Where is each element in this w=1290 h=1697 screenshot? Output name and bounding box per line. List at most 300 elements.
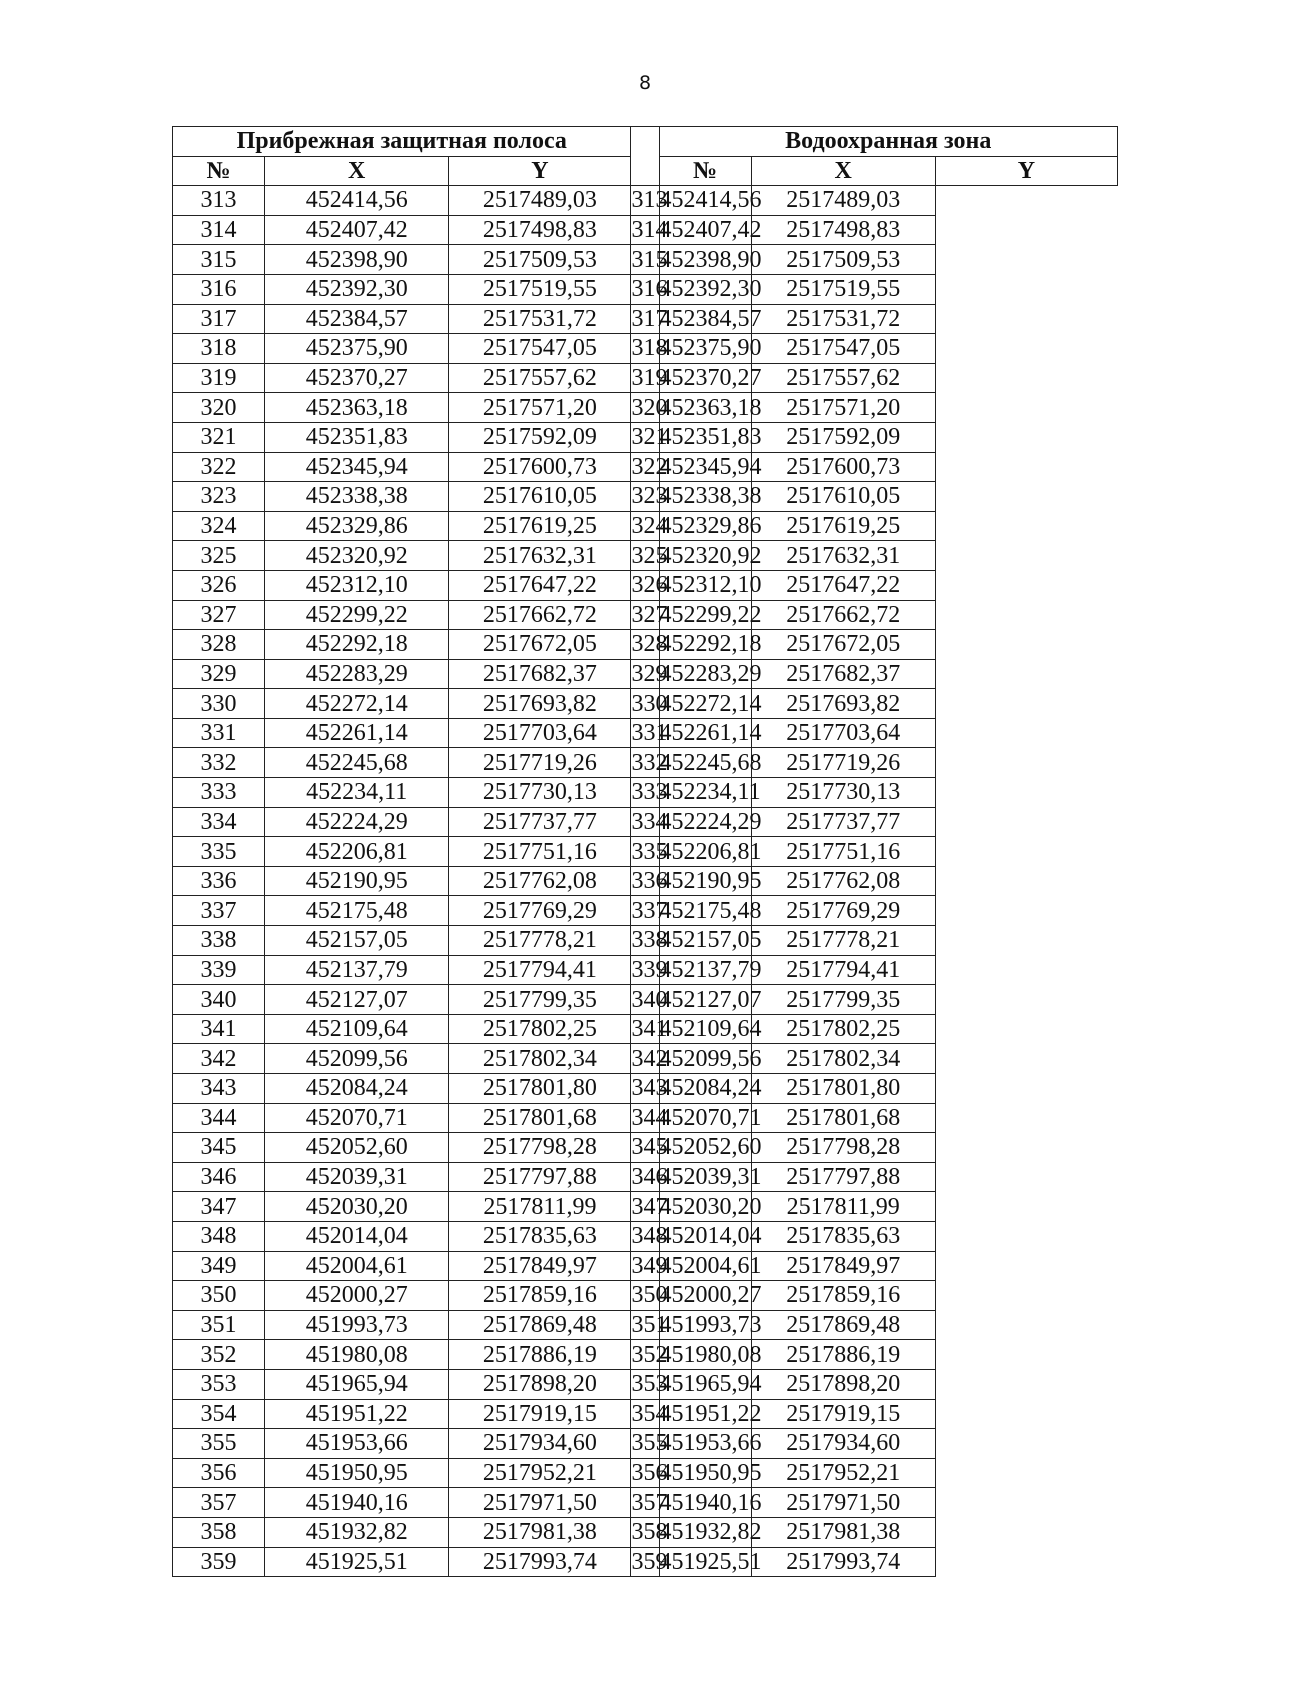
point-number: 326 (631, 572, 668, 599)
point-number: 328 (173, 630, 265, 660)
point-number: 337 (631, 897, 668, 924)
table-row (173, 1488, 1118, 1518)
point-number: 313 (173, 186, 265, 216)
coord-y: 2517682,37 (751, 659, 935, 689)
coord-x: 452283,29 (265, 659, 449, 689)
coord-y: 2517981,38 (751, 1517, 935, 1547)
point-number: 359 (631, 1548, 668, 1575)
table-row (173, 1221, 1118, 1251)
point-number: 347 (631, 1193, 668, 1220)
coord-x: 452345,94 (265, 452, 449, 482)
point-number: 329 (631, 660, 668, 687)
coord-x: 452299,22 (265, 600, 449, 630)
point-number: 349 (631, 1252, 668, 1279)
coord-x: 452292,18 (659, 631, 762, 658)
coord-x: 452190,95 (659, 868, 762, 895)
coord-y: 2517802,25 (751, 1014, 935, 1044)
coord-x: 452070,71 (659, 1104, 762, 1131)
coord-y: 2517849,97 (751, 1251, 935, 1281)
coord-y: 2517498,83 (751, 215, 935, 245)
coord-x: 452351,83 (265, 422, 449, 452)
coord-y: 2517571,20 (449, 393, 631, 423)
coord-x: 452261,14 (265, 718, 449, 748)
table-row (173, 274, 1118, 304)
coord-x: 452030,20 (265, 1192, 449, 1222)
coord-y: 2517919,15 (751, 1399, 935, 1429)
coord-y: 2517797,88 (751, 1162, 935, 1192)
coord-y: 2517993,74 (751, 1547, 935, 1577)
coord-y: 2517672,05 (449, 630, 631, 660)
y-header: Y (449, 156, 631, 186)
point-number: 318 (173, 334, 265, 364)
coord-x: 452329,86 (265, 511, 449, 541)
table-row (173, 600, 1118, 630)
point-number: 318 (631, 335, 668, 362)
point-number: 336 (631, 868, 668, 895)
point-number: 325 (631, 542, 668, 569)
table-row (173, 363, 1118, 393)
coord-y: 2517797,88 (449, 1162, 631, 1192)
coord-y: 2517531,72 (751, 304, 935, 334)
coord-x: 452392,30 (265, 274, 449, 304)
table-row (173, 1310, 1118, 1340)
point-number: 337 (173, 896, 265, 926)
point-number: 331 (631, 720, 668, 747)
point-number: 327 (173, 600, 265, 630)
table-row (173, 1547, 1118, 1577)
coord-x: 452320,92 (265, 541, 449, 571)
coord-y: 2517751,16 (449, 837, 631, 867)
coord-x: 452272,14 (659, 690, 762, 717)
table-row (173, 807, 1118, 837)
point-number: 327 (631, 601, 668, 628)
section-header-row (173, 127, 1118, 157)
point-number: 338 (173, 926, 265, 956)
coord-x: 451925,51 (659, 1548, 762, 1575)
point-number: 315 (631, 246, 668, 273)
point-number: 334 (631, 808, 668, 835)
point-number: 340 (631, 986, 668, 1013)
coord-x: 451951,22 (265, 1399, 449, 1429)
coord-y: 2517801,80 (449, 1074, 631, 1104)
point-number: 336 (173, 866, 265, 896)
coord-x: 452224,29 (659, 808, 762, 835)
coord-y: 2517557,62 (449, 363, 631, 393)
coord-x: 452206,81 (265, 837, 449, 867)
coord-x: 452338,38 (265, 482, 449, 512)
coord-y: 2517592,09 (751, 422, 935, 452)
x-header: X (751, 156, 935, 186)
point-number: 316 (631, 276, 668, 303)
coord-x: 452039,31 (265, 1162, 449, 1192)
coord-x: 451965,94 (659, 1371, 762, 1398)
point-number: 330 (173, 689, 265, 719)
coord-y: 2517993,74 (449, 1547, 631, 1577)
coord-y: 2517730,13 (449, 778, 631, 808)
table-row (173, 215, 1118, 245)
coord-y: 2517802,34 (751, 1044, 935, 1074)
coord-x: 452320,92 (659, 542, 762, 569)
coord-x: 451951,22 (659, 1400, 762, 1427)
coord-y: 2517693,82 (449, 689, 631, 719)
point-number: 359 (173, 1547, 265, 1577)
coord-x: 452312,10 (265, 570, 449, 600)
coord-x: 452299,22 (659, 601, 762, 628)
coord-y: 2517647,22 (449, 570, 631, 600)
coord-y: 2517778,21 (449, 926, 631, 956)
coord-y: 2517802,34 (449, 1044, 631, 1074)
coord-y: 2517835,63 (751, 1221, 935, 1251)
coord-y: 2517557,62 (751, 363, 935, 393)
table-row (173, 1251, 1118, 1281)
point-number: 358 (631, 1519, 668, 1546)
point-number: 321 (173, 422, 265, 452)
coord-y: 2517869,48 (751, 1310, 935, 1340)
table-row (173, 393, 1118, 423)
coord-y: 2517919,15 (449, 1399, 631, 1429)
coord-x: 452245,68 (265, 748, 449, 778)
table-row (173, 1340, 1118, 1370)
coord-y: 2517719,26 (449, 748, 631, 778)
coord-y: 2517547,05 (449, 334, 631, 364)
point-number: 344 (631, 1104, 668, 1131)
point-number: 347 (173, 1192, 265, 1222)
table-row (173, 985, 1118, 1015)
coord-y: 2517672,05 (751, 630, 935, 660)
table-row (173, 482, 1118, 512)
coord-x: 452206,81 (659, 838, 762, 865)
coord-y: 2517703,64 (751, 718, 935, 748)
coord-y: 2517632,31 (449, 541, 631, 571)
coord-y: 2517600,73 (751, 452, 935, 482)
point-number: 354 (173, 1399, 265, 1429)
table-row (173, 630, 1118, 660)
coord-x: 452127,07 (659, 986, 762, 1013)
point-number: 332 (631, 749, 668, 776)
table-row (173, 570, 1118, 600)
coord-y: 2517799,35 (751, 985, 935, 1015)
coord-y: 2517898,20 (449, 1369, 631, 1399)
coord-y: 2517798,28 (751, 1133, 935, 1163)
point-number: 354 (631, 1400, 668, 1427)
point-number: 317 (173, 304, 265, 334)
point-number: 356 (631, 1460, 668, 1487)
coord-y: 2517489,03 (449, 186, 631, 216)
table-row (173, 1074, 1118, 1104)
point-number: 344 (173, 1103, 265, 1133)
coord-y: 2517737,77 (449, 807, 631, 837)
coord-y: 2517801,80 (751, 1074, 935, 1104)
point-number: 320 (631, 394, 668, 421)
coordinates-table (172, 126, 1118, 1577)
table-row (173, 1399, 1118, 1429)
point-number: 325 (173, 541, 265, 571)
point-number: 341 (631, 1016, 668, 1043)
point-number: 330 (631, 690, 668, 717)
coord-x: 452312,10 (659, 572, 762, 599)
coord-x: 452084,24 (265, 1074, 449, 1104)
coord-y: 2517794,41 (449, 955, 631, 985)
coord-x: 452384,57 (265, 304, 449, 334)
coord-y: 2517802,25 (449, 1014, 631, 1044)
coord-y: 2517600,73 (449, 452, 631, 482)
coord-y: 2517811,99 (751, 1192, 935, 1222)
point-number: 342 (631, 1045, 668, 1072)
coord-x: 452175,48 (659, 897, 762, 924)
table-row (173, 541, 1118, 571)
coord-y: 2517898,20 (751, 1369, 935, 1399)
coord-x: 452109,64 (659, 1016, 762, 1043)
num-header: № (173, 156, 265, 186)
coord-y: 2517751,16 (751, 837, 935, 867)
coord-y: 2517737,77 (751, 807, 935, 837)
coord-y: 2517886,19 (751, 1340, 935, 1370)
coord-x: 452370,27 (265, 363, 449, 393)
point-number: 319 (631, 365, 668, 392)
coord-x: 452004,61 (265, 1251, 449, 1281)
table-body (173, 186, 1118, 1577)
coord-x: 452014,04 (659, 1223, 762, 1250)
coord-x: 452137,79 (659, 956, 762, 983)
point-number: 331 (173, 718, 265, 748)
point-number: 333 (631, 779, 668, 806)
point-number: 350 (631, 1282, 668, 1309)
coord-x: 452392,30 (659, 276, 762, 303)
coord-y: 2517835,63 (449, 1221, 631, 1251)
coord-y: 2517801,68 (449, 1103, 631, 1133)
coord-x: 452137,79 (265, 955, 449, 985)
point-number: 313 (631, 187, 668, 214)
point-number: 320 (173, 393, 265, 423)
coord-x: 451925,51 (265, 1547, 449, 1577)
table-row (173, 1281, 1118, 1311)
coord-x: 452004,61 (659, 1252, 762, 1279)
coord-y: 2517509,53 (751, 245, 935, 275)
coord-y: 2517934,60 (751, 1429, 935, 1459)
point-number: 323 (631, 483, 668, 510)
coord-y: 2517859,16 (449, 1281, 631, 1311)
point-number: 352 (173, 1340, 265, 1370)
coord-x: 451953,66 (265, 1429, 449, 1459)
coord-x: 452052,60 (659, 1134, 762, 1161)
coord-x: 451950,95 (265, 1458, 449, 1488)
point-number: 340 (173, 985, 265, 1015)
point-number: 321 (631, 424, 668, 451)
coord-x: 452363,18 (265, 393, 449, 423)
table-row (173, 334, 1118, 364)
coord-x: 452052,60 (265, 1133, 449, 1163)
coord-y: 2517682,37 (449, 659, 631, 689)
point-number: 343 (631, 1075, 668, 1102)
point-number: 326 (173, 570, 265, 600)
coord-x: 452407,42 (659, 217, 762, 244)
point-number: 353 (173, 1369, 265, 1399)
coord-y: 2517981,38 (449, 1517, 631, 1547)
coord-y: 2517632,31 (751, 541, 935, 571)
coord-x: 452414,56 (659, 187, 762, 214)
coord-y: 2517934,60 (449, 1429, 631, 1459)
point-number: 351 (631, 1312, 668, 1339)
coord-x: 451980,08 (265, 1340, 449, 1370)
point-number: 356 (173, 1458, 265, 1488)
coord-x: 452245,68 (659, 749, 762, 776)
coord-x: 452099,56 (265, 1044, 449, 1074)
page-number: 8 (638, 72, 652, 94)
coord-x: 452190,95 (265, 866, 449, 896)
point-number: 341 (173, 1014, 265, 1044)
table-row (173, 778, 1118, 808)
coord-y: 2517801,68 (751, 1103, 935, 1133)
coord-x: 452157,05 (265, 926, 449, 956)
table-row (173, 1517, 1118, 1547)
coord-x: 452370,27 (659, 365, 762, 392)
coord-x: 451980,08 (659, 1341, 762, 1368)
point-number: 323 (173, 482, 265, 512)
water-zone-title: Водоохранная зона (659, 127, 1118, 157)
coord-y: 2517519,55 (449, 274, 631, 304)
coord-x: 452329,86 (659, 513, 762, 540)
coord-x: 451953,66 (659, 1430, 762, 1457)
point-number: 324 (173, 511, 265, 541)
coord-y: 2517811,99 (449, 1192, 631, 1222)
coord-x: 452407,42 (265, 215, 449, 245)
point-number: 357 (173, 1488, 265, 1518)
table-row (173, 955, 1118, 985)
table-row (173, 926, 1118, 956)
table-row (173, 1369, 1118, 1399)
table-row (173, 1162, 1118, 1192)
table-row (173, 1458, 1118, 1488)
table-row (173, 837, 1118, 867)
coord-y: 2517592,09 (449, 422, 631, 452)
coord-y: 2517869,48 (449, 1310, 631, 1340)
point-number: 348 (631, 1223, 668, 1250)
coord-y: 2517509,53 (449, 245, 631, 275)
num-header: № (659, 156, 751, 186)
coord-x: 451932,82 (265, 1517, 449, 1547)
coord-x: 451993,73 (265, 1310, 449, 1340)
point-number: 316 (173, 274, 265, 304)
coord-y: 2517489,03 (751, 186, 935, 216)
coord-x: 451940,16 (265, 1488, 449, 1518)
point-number: 343 (173, 1074, 265, 1104)
coord-x: 452363,18 (659, 394, 762, 421)
table-row (173, 304, 1118, 334)
coord-y: 2517719,26 (751, 748, 935, 778)
coord-x: 452000,27 (265, 1281, 449, 1311)
coord-y: 2517619,25 (449, 511, 631, 541)
table-row (173, 659, 1118, 689)
table-gap (631, 127, 659, 186)
point-number: 353 (631, 1371, 668, 1398)
point-number: 345 (173, 1133, 265, 1163)
point-number: 335 (173, 837, 265, 867)
x-header: X (265, 156, 449, 186)
point-number: 334 (173, 807, 265, 837)
point-number: 314 (173, 215, 265, 245)
coord-y: 2517693,82 (751, 689, 935, 719)
table-row (173, 422, 1118, 452)
coord-x: 452127,07 (265, 985, 449, 1015)
coord-y: 2517886,19 (449, 1340, 631, 1370)
coord-x: 452261,14 (659, 720, 762, 747)
point-number: 355 (173, 1429, 265, 1459)
point-number: 350 (173, 1281, 265, 1311)
point-number: 349 (173, 1251, 265, 1281)
coord-y: 2517859,16 (751, 1281, 935, 1311)
point-number: 358 (173, 1517, 265, 1547)
coord-y: 2517498,83 (449, 215, 631, 245)
coord-y: 2517662,72 (449, 600, 631, 630)
coord-y: 2517769,29 (751, 896, 935, 926)
coord-x: 451950,95 (659, 1460, 762, 1487)
table-row (173, 718, 1118, 748)
coord-x: 452292,18 (265, 630, 449, 660)
coord-x: 452099,56 (659, 1045, 762, 1072)
point-number: 315 (173, 245, 265, 275)
coord-x: 452234,11 (659, 779, 761, 806)
coord-x: 452375,90 (265, 334, 449, 364)
coord-x: 452384,57 (659, 305, 762, 332)
coord-x: 451940,16 (659, 1489, 762, 1516)
point-number: 346 (631, 1164, 668, 1191)
coord-x: 452070,71 (265, 1103, 449, 1133)
point-number: 314 (631, 217, 668, 244)
coord-y: 2517849,97 (449, 1251, 631, 1281)
table-row (173, 689, 1118, 719)
coord-x: 452375,90 (659, 335, 762, 362)
coord-x: 452345,94 (659, 453, 762, 480)
coord-x: 452109,64 (265, 1014, 449, 1044)
point-number: 351 (173, 1310, 265, 1340)
point-number: 357 (631, 1489, 668, 1516)
coord-x: 452234,11 (265, 778, 449, 808)
point-number: 346 (173, 1162, 265, 1192)
table-row (173, 452, 1118, 482)
coord-x: 451993,73 (659, 1312, 762, 1339)
coord-x: 452414,56 (265, 186, 449, 216)
table-row (173, 511, 1118, 541)
coord-y: 2517762,08 (751, 866, 935, 896)
coord-y: 2517531,72 (449, 304, 631, 334)
table-row (173, 866, 1118, 896)
coord-x: 452030,20 (659, 1193, 762, 1220)
point-number: 317 (631, 305, 668, 332)
point-number: 329 (173, 659, 265, 689)
point-number: 332 (173, 748, 265, 778)
coord-x: 452283,29 (659, 660, 762, 687)
point-number: 338 (631, 927, 668, 954)
coord-x: 452398,90 (265, 245, 449, 275)
table-row (173, 1192, 1118, 1222)
coord-y: 2517762,08 (449, 866, 631, 896)
table-row (173, 896, 1118, 926)
coord-x: 452175,48 (265, 896, 449, 926)
table-row (173, 1014, 1118, 1044)
coord-y: 2517794,41 (751, 955, 935, 985)
table-row (173, 748, 1118, 778)
point-number: 355 (631, 1430, 668, 1457)
coord-x: 452398,90 (659, 246, 762, 273)
coord-y: 2517610,05 (449, 482, 631, 512)
point-number: 345 (631, 1134, 668, 1161)
table-row (173, 1133, 1118, 1163)
coord-x: 452039,31 (659, 1164, 762, 1191)
point-number: 328 (631, 631, 668, 658)
point-number: 319 (173, 363, 265, 393)
point-number: 322 (631, 453, 668, 480)
coord-x: 452272,14 (265, 689, 449, 719)
